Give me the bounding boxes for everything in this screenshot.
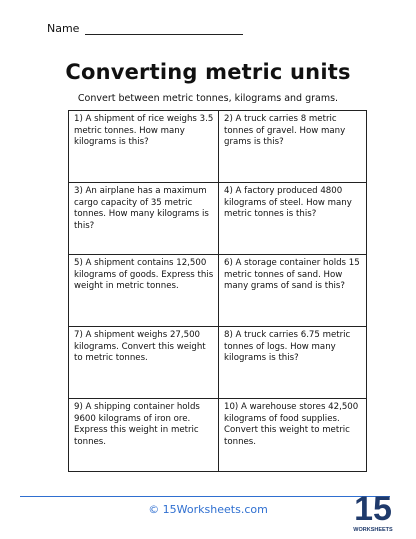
name-blank-line [85,23,243,35]
worksheet-instructions: Convert between metric tonnes, kilograms and grams. [77,93,339,104]
problem-6: 6) A storage container holds 15 metric tonnes of sand. How many grams of sand is this? [219,255,366,327]
footer-divider [20,496,390,497]
problem-8: 8) A truck carries 6.75 metric tonnes of logs. How many kilograms is this? [219,327,366,399]
problem-5: 5) A shipment contains 12,500 kilograms of goods. Express this weight in metric tonnes. [69,255,219,327]
problems-grid [68,110,367,472]
problem-4: 4) A factory produced 4800 kilograms of steel. How many metric tonnes is this? [219,183,366,255]
logo-number: 15 [354,490,392,528]
problem-3: 3) An airplane has a maximum cargo capacity of 35 metric tonnes. How many kilograms is this? [69,183,219,255]
15worksheets-logo [352,486,394,536]
logo-caption: WORKSHEETS [353,527,393,533]
name-field [47,22,243,35]
problem-1: 1) A shipment of rice weighs 3.5 metric tonnes. How many kilograms is this? [69,111,219,183]
name-label: Name [47,22,80,35]
problem-7: 7) A shipment weighs 27,500 kilograms. Convert this weight to metric tonnes. [69,327,219,399]
problem-10: 10) A warehouse stores 42,500 kilograms of food supplies. Convert this weight to metric tonnes. [224,402,359,447]
footer-copyright-link[interactable]: © 15Worksheets.com [148,503,268,516]
problem-9: 9) A shipping container holds 9600 kilograms of iron ore. Express this weight in metric tonnes. [69,399,219,471]
problem-2: 2) A truck carries 8 metric tonnes of gravel. How many grams is this? [219,111,366,183]
worksheet-title: Converting metric units [65,60,351,84]
